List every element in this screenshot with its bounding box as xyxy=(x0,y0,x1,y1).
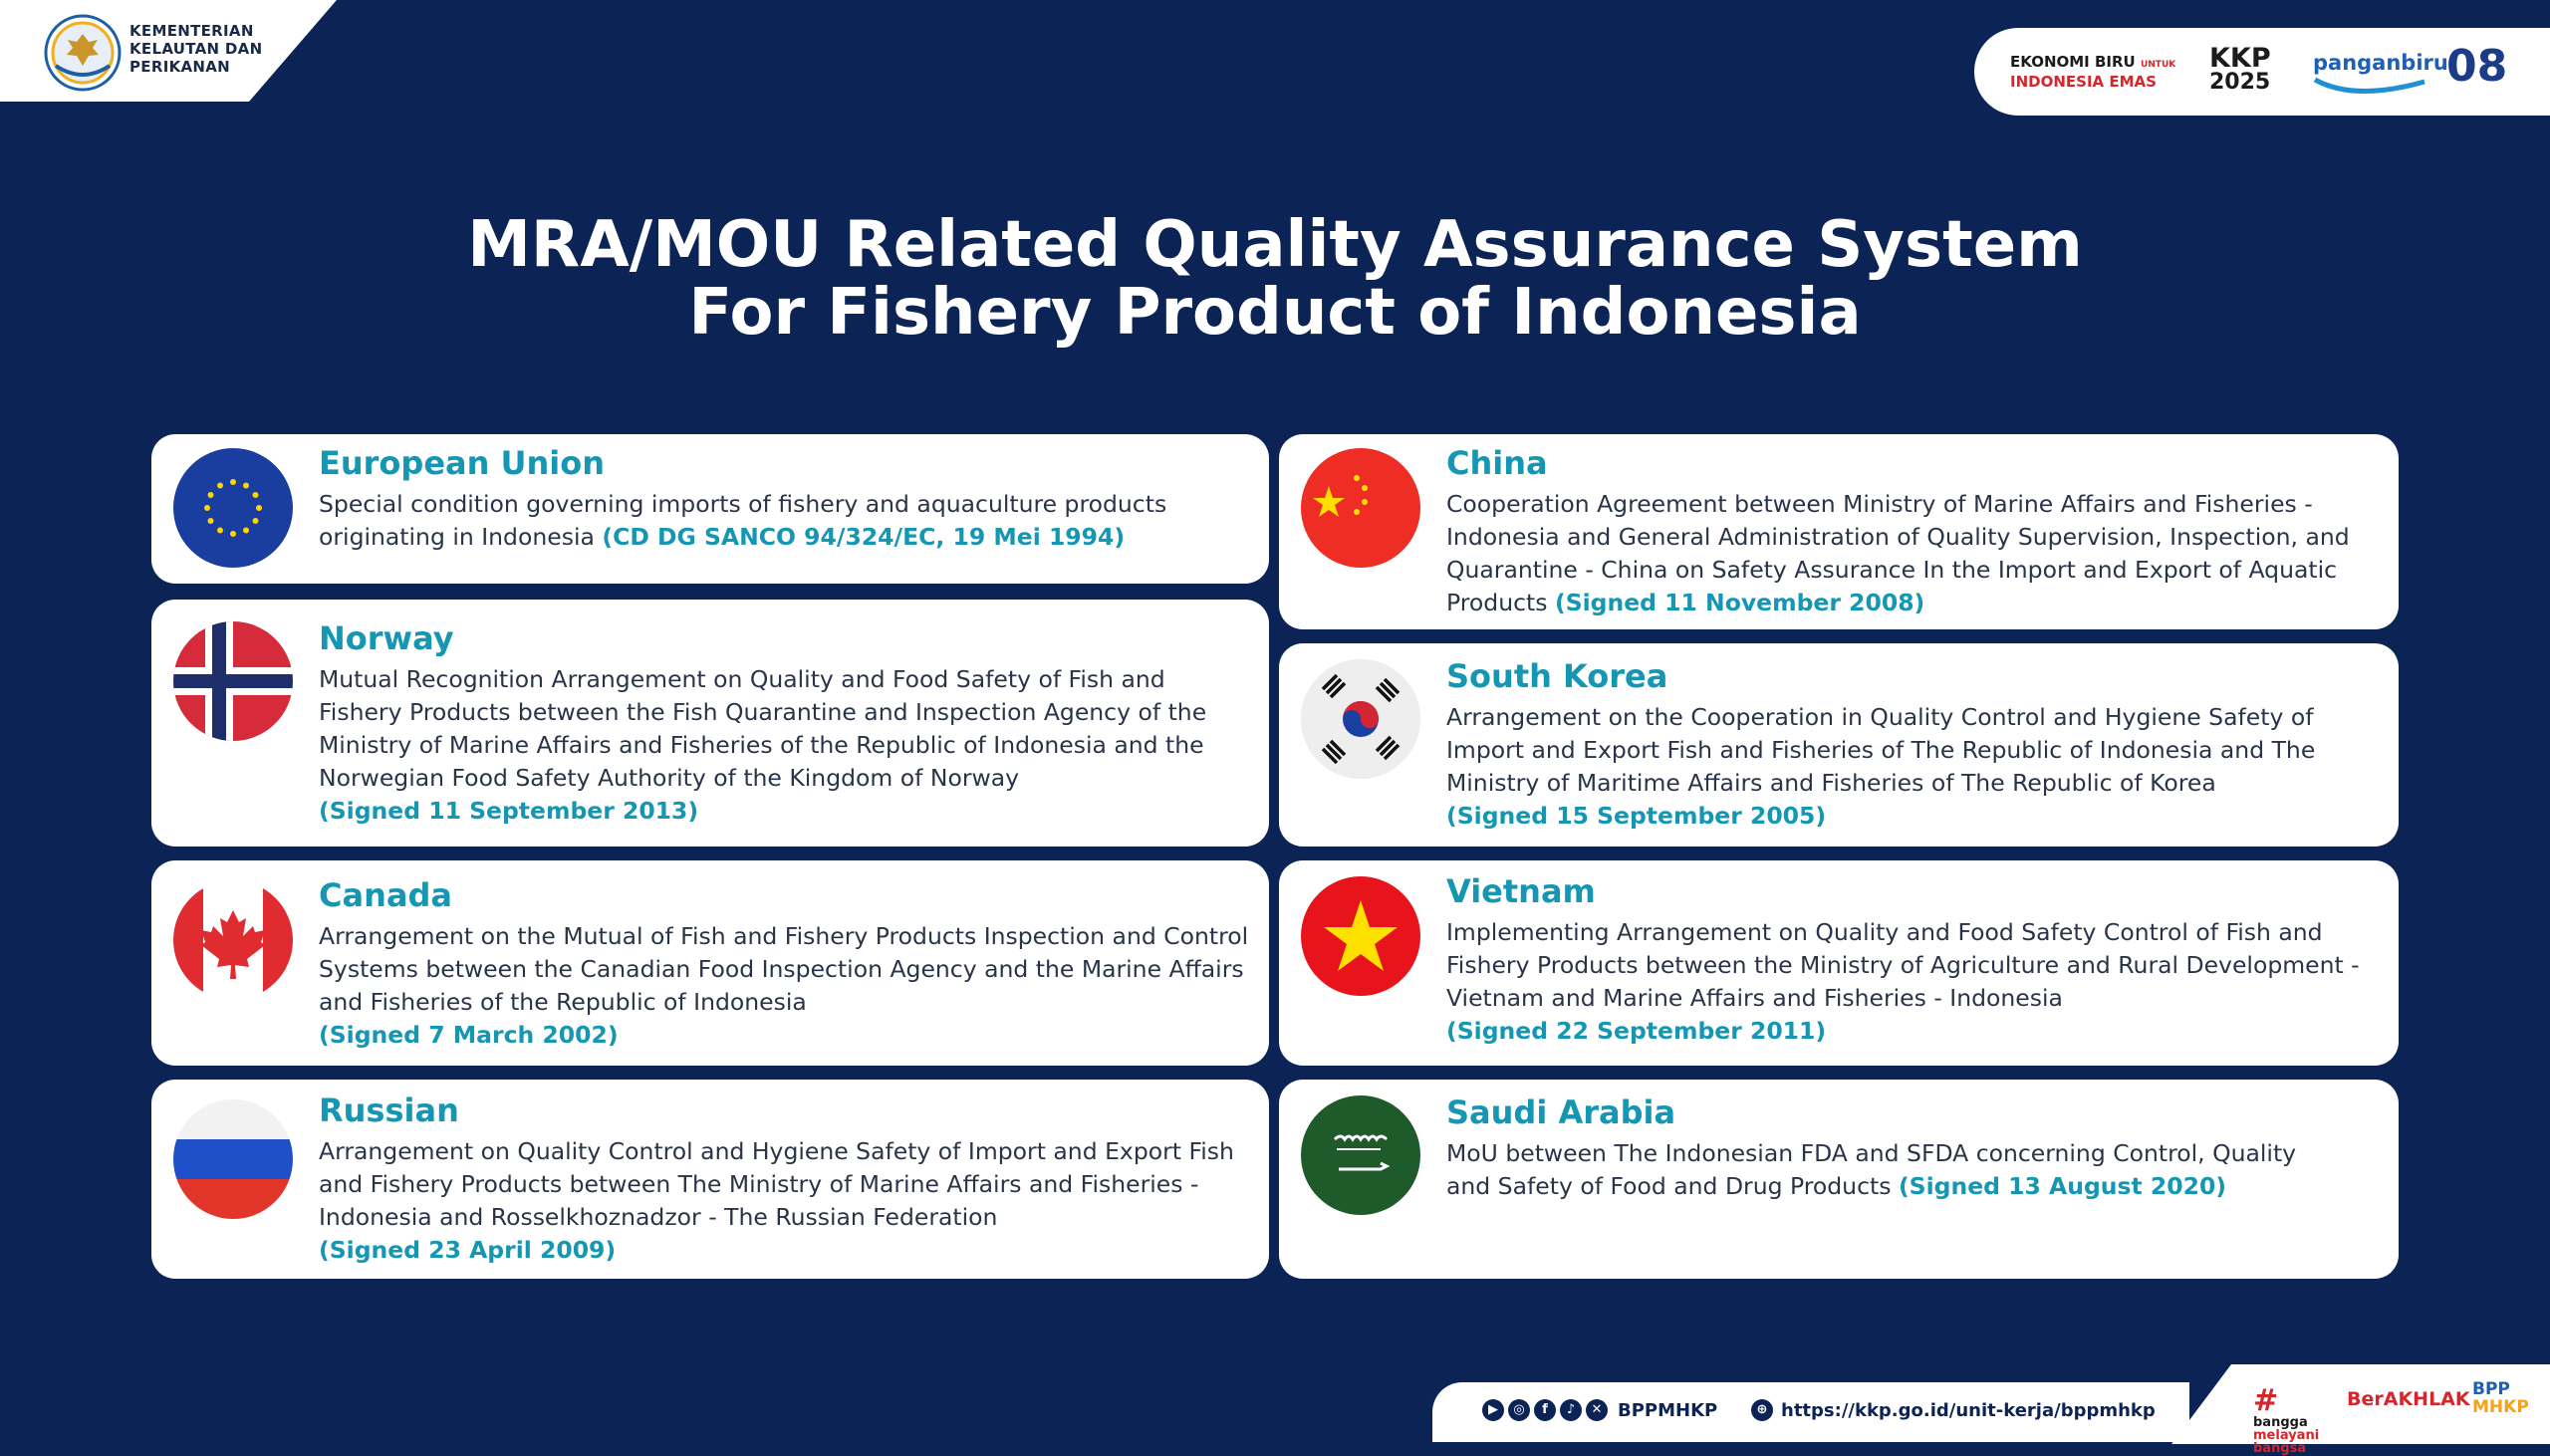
mhkp-text: MHKP xyxy=(2472,1397,2529,1417)
instagram-icon[interactable]: ◎ xyxy=(1508,1399,1530,1421)
page-title-line-2: For Fishery Product of Indonesia xyxy=(688,276,1862,350)
card-signed-vietnam: (Signed 22 September 2011) xyxy=(1446,1017,1827,1045)
agreement-card-russia xyxy=(151,1080,1269,1279)
card-title-norway: Norway xyxy=(319,619,454,657)
globe-icon: ⊕ xyxy=(1751,1399,1773,1421)
social-handle: BPPMHKP xyxy=(1618,1399,1718,1421)
norway-flag-icon xyxy=(173,621,293,741)
kkp-logo-text: KKP xyxy=(2209,43,2271,74)
indonesia-emas-text: INDONESIA EMAS xyxy=(2010,73,2157,91)
bpp-text: BPP xyxy=(2472,1379,2510,1399)
card-body-canada xyxy=(319,920,1253,1052)
logo-08-text: 08 xyxy=(2446,41,2508,92)
card-signed-south-korea: (Signed 15 September 2005) xyxy=(1446,802,1827,830)
org-name-line-2: KELAUTAN DAN xyxy=(129,40,263,58)
saudi-arabia-flag-icon xyxy=(1301,1095,1420,1215)
card-title-russia: Russian xyxy=(319,1092,459,1129)
card-desc-eu: Special condition governing imports of fishery and aquaculture products originating in Indonesia xyxy=(319,490,1167,551)
org-name-line-1: KEMENTERIAN xyxy=(129,22,254,40)
x-twitter-icon[interactable]: ✕ xyxy=(1586,1399,1608,1421)
berakhlak-logo: BerAKHLAK xyxy=(2347,1388,2470,1410)
footer-website[interactable] xyxy=(1751,1399,2156,1421)
card-signed-saudi-arabia: (Signed 13 August 2020) xyxy=(1898,1172,2227,1200)
card-body-norway xyxy=(319,663,1253,828)
bangga-text: bangga xyxy=(2253,1415,2308,1430)
card-desc-south-korea: Arrangement on the Cooperation in Quality Control and Hygiene Safety of Import and Export Fish and Fisheries of The Republic of Indonesia and The Ministry of Maritime Affairs and Fisheries of The Republic of Korea xyxy=(1446,703,2316,797)
card-title-saudi-arabia: Saudi Arabia xyxy=(1446,1093,1676,1131)
card-signed-canada: (Signed 7 March 2002) xyxy=(319,1021,619,1049)
org-name xyxy=(129,22,279,76)
russia-flag-icon xyxy=(173,1099,293,1219)
kkp-logo-year: 2025 xyxy=(2209,70,2271,95)
card-desc-norway: Mutual Recognition Arrangement on Quality and Food Safety of Fish and Fishery Products between the Fish Quarantine and Inspection Agency of the Ministry of Marine Affairs and Fisheries of the Republic of Indonesia and the Norwegian Food Safety Authority of the Kingdom of Norway xyxy=(319,665,1207,792)
website-url[interactable]: https://kkp.go.id/unit-kerja/bppmhkp xyxy=(1781,1399,2156,1421)
card-body-eu xyxy=(319,488,1253,554)
card-title-eu: European Union xyxy=(319,444,606,482)
agreement-card-china xyxy=(1279,434,2399,629)
agreement-card-saudi-arabia xyxy=(1279,1080,2399,1279)
youtube-icon[interactable]: ▶ xyxy=(1482,1399,1504,1421)
footer-social-links xyxy=(1482,1399,1717,1421)
agreement-card-eu xyxy=(151,434,1269,584)
page-title-line-1: MRA/MOU Related Quality Assurance System xyxy=(467,208,2083,282)
card-body-saudi-arabia xyxy=(1446,1137,2319,1203)
tiktok-icon[interactable]: ♪ xyxy=(1560,1399,1582,1421)
panganbiru-wave-icon xyxy=(2313,76,2432,96)
card-signed-russia: (Signed 23 April 2009) xyxy=(319,1236,617,1264)
bangga-melayani-bangsa-logo xyxy=(2253,1383,2320,1456)
card-desc-china: Cooperation Agreement between Ministry of Marine Affairs and Fisheries - Indonesia and General Administration of Quality Supervision, Inspection, and Quarantine - China on Safety Assurance In the Import and Export of Aquatic Products xyxy=(1446,490,2350,616)
agreement-card-norway xyxy=(151,600,1269,847)
card-body-vietnam xyxy=(1446,916,2383,1048)
panganbiru-text: panganbiru xyxy=(2313,51,2448,75)
card-desc-russia: Arrangement on Quality Control and Hygiene Safety of Import and Export Fish and Fishery Products between The Ministry of Marine Affairs and Fisheries - Indonesia and Rosselkhoznadzor - The Russian Federation xyxy=(319,1137,1234,1231)
facebook-icon[interactable]: f xyxy=(1534,1399,1556,1421)
south-korea-flag-icon xyxy=(1301,659,1420,779)
card-desc-canada: Arrangement on the Mutual of Fish and Fishery Products Inspection and Control Systems between the Canadian Food Inspection Agency and the Marine Affairs and Fisheries of the Republic of Indonesia xyxy=(319,922,1249,1016)
china-flag-icon xyxy=(1301,448,1420,568)
page-title xyxy=(0,208,2550,350)
ekonomi-biru-logo xyxy=(2010,54,2175,91)
card-desc-saudi-arabia: MoU between The Indonesian FDA and SFDA concerning Control, Quality and Safety of Food and Drug Products xyxy=(1446,1139,2297,1200)
ekonomi-biru-untuk: UNTUK xyxy=(2140,60,2176,70)
hash-icon: # xyxy=(2253,1383,2279,1418)
agreement-card-canada xyxy=(151,860,1269,1066)
card-body-south-korea xyxy=(1446,701,2383,833)
panganbiru-logo xyxy=(2313,50,2448,98)
card-title-south-korea: South Korea xyxy=(1446,657,1668,695)
kkp-2025-logo xyxy=(2209,43,2295,96)
melayani-text: melayani xyxy=(2253,1428,2320,1443)
eu-flag-icon xyxy=(173,448,293,568)
vietnam-flag-icon xyxy=(1301,876,1420,996)
card-desc-vietnam: Implementing Arrangement on Quality and Food Safety Control of Fish and Fishery Products between the Ministry of Agriculture and Rural Development - Vietnam and Marine Affairs and Fisheries - Indonesia xyxy=(1446,918,2360,1012)
kkp-logo-icon xyxy=(44,14,122,92)
card-title-canada: Canada xyxy=(319,876,452,914)
canada-flag-icon xyxy=(173,880,293,1000)
card-title-vietnam: Vietnam xyxy=(1446,872,1596,910)
agreement-card-south-korea xyxy=(1279,643,2399,847)
logo-08 xyxy=(2446,40,2508,100)
bppmhkp-logo xyxy=(2472,1380,2529,1416)
card-body-russia xyxy=(319,1135,1253,1267)
ekonomi-biru-text: EKONOMI BIRU xyxy=(2010,53,2136,71)
org-name-line-3: PERIKANAN xyxy=(129,58,231,76)
card-title-china: China xyxy=(1446,444,1548,482)
card-signed-eu: (CD DG SANCO 94/324/EC, 19 Mei 1994) xyxy=(602,523,1126,551)
bangsa-text: bangsa xyxy=(2253,1441,2307,1456)
card-signed-china: (Signed 11 November 2008) xyxy=(1554,589,1925,616)
card-body-china xyxy=(1446,488,2383,619)
agreement-card-vietnam xyxy=(1279,860,2399,1066)
card-signed-norway: (Signed 11 September 2013) xyxy=(319,797,699,825)
